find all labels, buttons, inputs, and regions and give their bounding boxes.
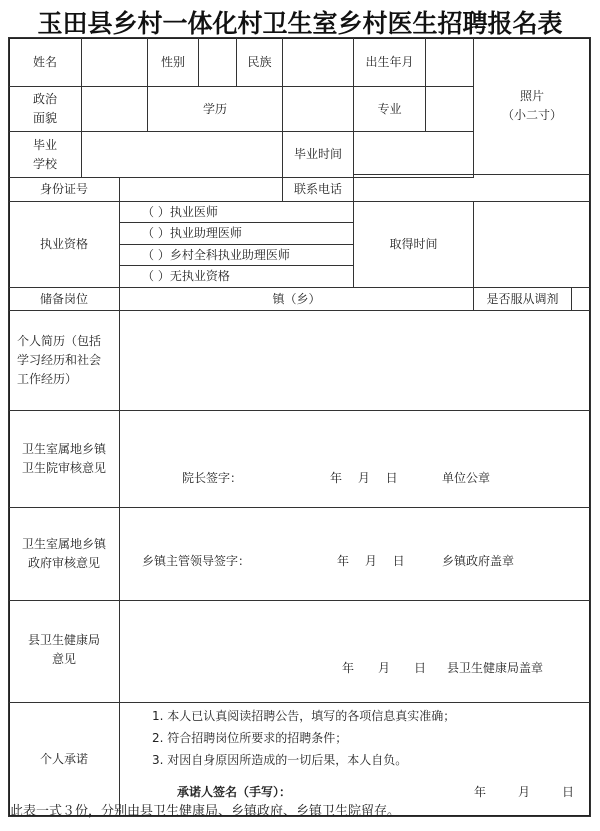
option-no-qualification[interactable]: （ ）无执业资格	[119, 265, 354, 288]
label-line: 卫生室属地乡镇	[21, 537, 106, 551]
seal-label: 单位公章	[442, 471, 491, 485]
label-political	[8, 86, 82, 132]
seal-label: 县卫生健康局盖章	[447, 661, 544, 675]
label-school-1: 毕业	[32, 137, 57, 152]
label-name: 姓名	[8, 37, 82, 87]
option-practicing-physician[interactable]: （ ）执业医师	[119, 201, 354, 223]
label-political-2: 面貌	[32, 111, 57, 125]
label-school	[8, 131, 82, 178]
gender-field[interactable]	[198, 37, 237, 87]
label-id: 身份证号	[8, 177, 120, 202]
registration-table	[8, 37, 591, 817]
label-gender: 性别	[147, 37, 199, 87]
label-major: 专业	[353, 86, 426, 132]
name-field[interactable]	[81, 37, 148, 87]
date-label: 年 月 日	[342, 661, 427, 675]
label-birth: 出生年月	[353, 37, 426, 87]
label-line: 政府审核意见	[27, 556, 100, 570]
option-rural-assistant-physician[interactable]: （ ）乡村全科执业助理医师	[119, 244, 354, 266]
label-resume	[8, 310, 120, 411]
grad-time-field[interactable]	[353, 131, 474, 178]
label-line: 卫生院审核意见	[21, 461, 106, 475]
day-label: 日	[562, 785, 575, 799]
month-label: 月	[518, 785, 531, 799]
label-phone: 联系电话	[282, 177, 354, 202]
school-field[interactable]	[81, 131, 283, 178]
label-political-1: 政治	[32, 92, 57, 106]
town-field[interactable]: 镇（乡）	[119, 287, 474, 311]
label-obey: 是否服从调剂	[473, 287, 572, 311]
date-label: 年 月 日	[337, 554, 405, 568]
label-county	[8, 600, 120, 703]
phone-field[interactable]	[353, 174, 591, 202]
director-signature-label: 院长签字：	[182, 471, 243, 485]
education-field[interactable]	[282, 86, 354, 132]
label-line: 个人简历（包括	[17, 334, 102, 348]
pledge-item: 3. 对因自身原因所造成的一切后果，本人自负。	[152, 753, 408, 767]
obtain-time-field[interactable]	[473, 201, 591, 288]
id-field[interactable]	[119, 177, 283, 202]
label-school-2: 学校	[32, 156, 57, 171]
leader-signature-label: 乡镇主管领导签字：	[142, 554, 251, 568]
label-reserve-post: 储备岗位	[8, 287, 120, 311]
label-line: 卫生室属地乡镇	[21, 442, 106, 456]
label-obtain-time: 取得时间	[353, 201, 474, 288]
label-ethnicity: 民族	[236, 37, 283, 87]
year-label: 年	[474, 785, 487, 799]
label-pledge: 个人承诺	[8, 702, 120, 817]
label-line: 县卫生健康局	[27, 633, 100, 647]
label-education: 学历	[147, 86, 283, 132]
pledge-item: 2. 符合招聘岗位所要求的招聘条件；	[152, 731, 348, 745]
label-line: 工作经历）	[17, 372, 78, 386]
label-qualification: 执业资格	[8, 201, 120, 288]
pledger-signature-label: 承诺人签名（手写）：	[177, 785, 292, 799]
footer-note: 此表一式３份，分别由县卫生健康局、乡镇政府、乡镇卫生院留存。	[10, 804, 401, 819]
label-health-center	[8, 410, 120, 508]
option-assistant-physician[interactable]: （ ）执业助理医师	[119, 222, 354, 245]
date-label: 年 月 日	[330, 471, 398, 485]
resume-field[interactable]	[119, 310, 591, 411]
form-title: 玉田县乡村一体化村卫生室乡村医生招聘报名表	[37, 9, 563, 38]
photo-label: 照片	[519, 89, 544, 103]
county-opinion-field[interactable]	[119, 600, 591, 703]
pledge-item: 1. 本人已认真阅读招聘公告，填写的各项信息真实准确；	[152, 709, 456, 723]
label-line: 意见	[51, 652, 76, 666]
health-center-opinion-field[interactable]	[119, 410, 591, 508]
ethnicity-field[interactable]	[282, 37, 354, 87]
photo-size: （小二寸）	[501, 108, 562, 122]
label-government	[8, 507, 120, 601]
political-field[interactable]	[81, 86, 148, 132]
label-line: 学习经历和社会	[17, 353, 102, 367]
obey-field[interactable]	[571, 287, 591, 311]
photo-box[interactable]	[473, 37, 591, 175]
label-grad-time: 毕业时间	[282, 131, 354, 178]
major-field[interactable]	[425, 86, 474, 132]
seal-label: 乡镇政府盖章	[442, 554, 515, 568]
birth-field[interactable]	[425, 37, 474, 87]
